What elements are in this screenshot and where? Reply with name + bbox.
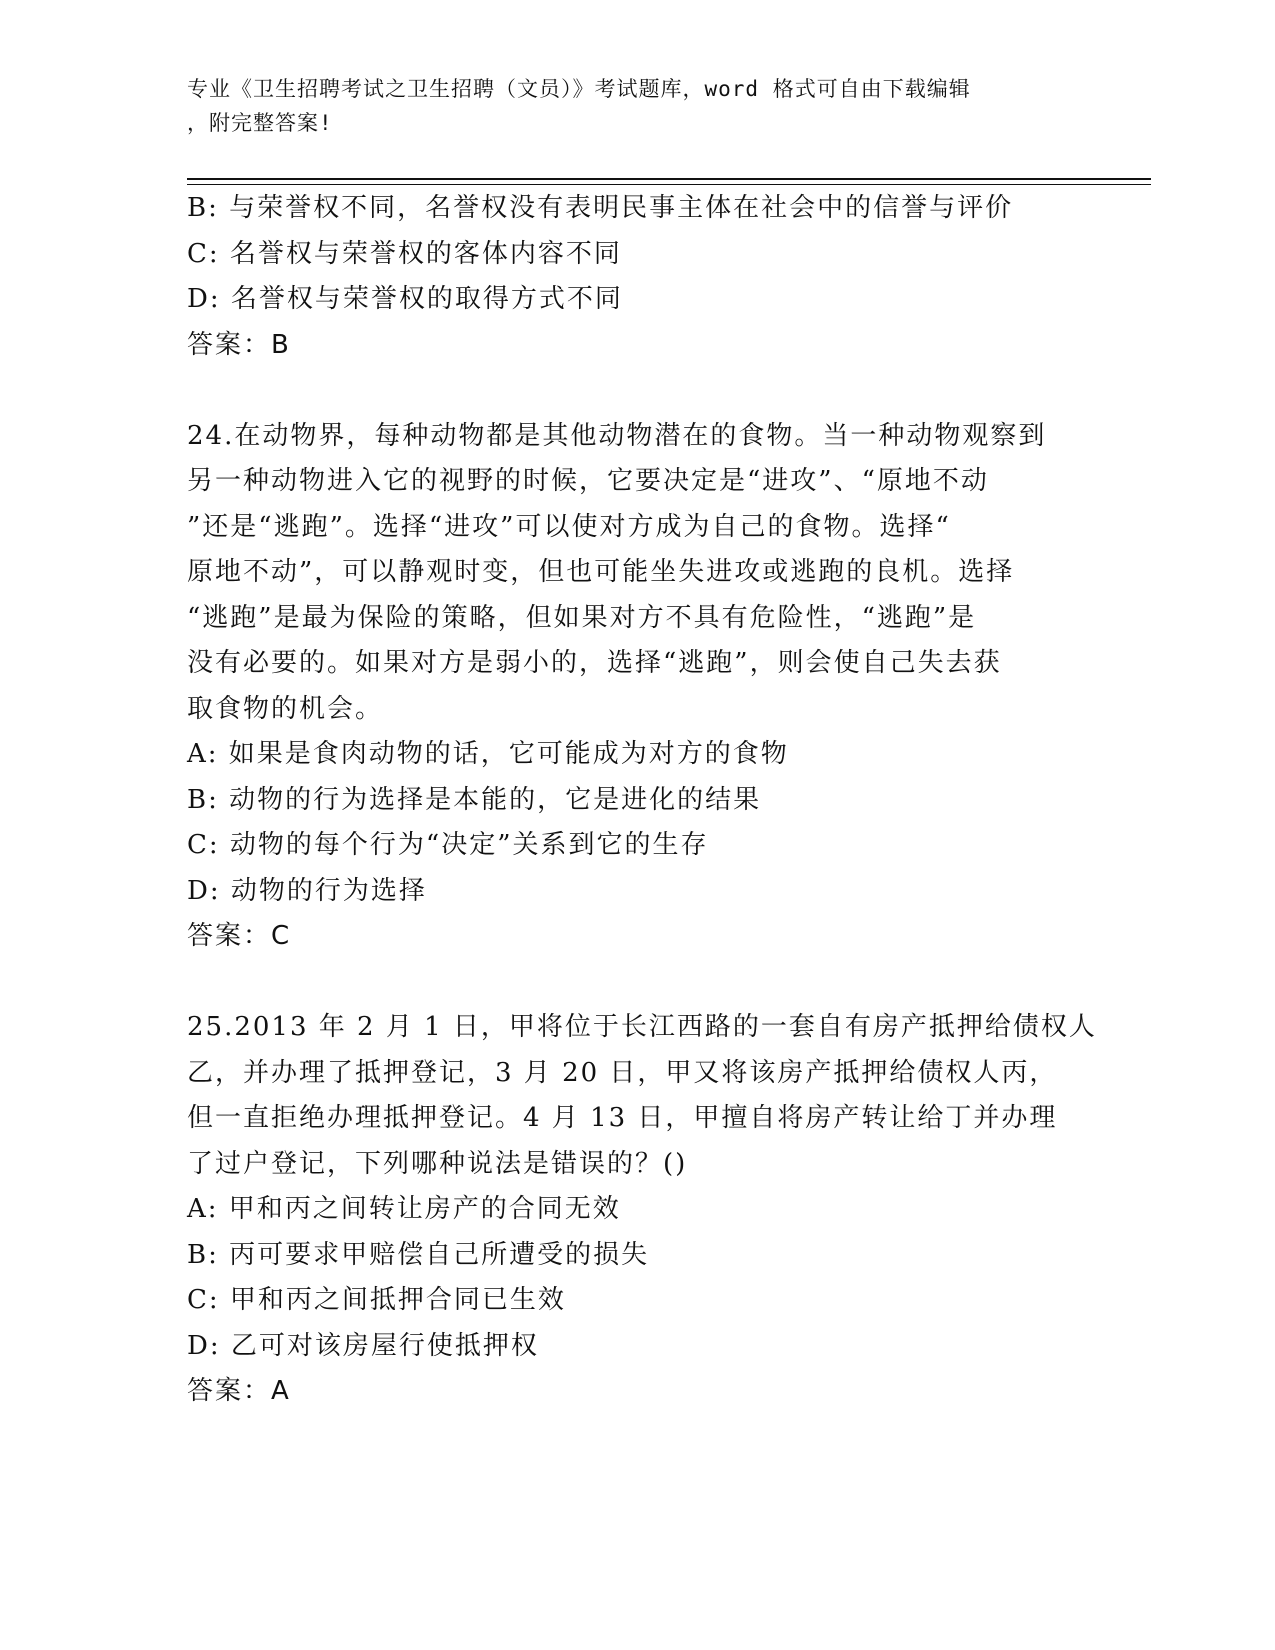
question-stem-line: 取食物的机会。	[187, 693, 384, 724]
option-c: C: 动物的每个行为“决定”关系到它的生存	[187, 830, 709, 860]
question-stem-line: 了过户登记，下列哪种说法是错误的？()	[187, 1148, 688, 1179]
question-23	[187, 186, 1077, 368]
question-stem-line: 另一种动物进入它的视野的时候，它要决定是“进攻”、“原地不动	[187, 466, 989, 496]
option-a: A: 甲和丙之间转让房产的合同无效	[187, 1194, 621, 1224]
option-c: C: 甲和丙之间抵押合同已生效	[187, 1285, 566, 1315]
question-stem-line: ”还是“逃跑”。选择“进攻”可以使对方成为自己的食物。选择“	[187, 511, 951, 542]
header-rule-thin	[187, 184, 1151, 185]
question-stem-line: 没有必要的。如果对方是弱小的，选择“逃跑”，则会使自己失去获	[187, 648, 1002, 678]
option-d: D: 名誉权与荣誉权的取得方式不同	[187, 284, 623, 314]
header-rule-thick	[187, 178, 1151, 180]
question-25	[187, 1005, 1097, 1415]
option-b: B: 与荣誉权不同，名誉权没有表明民事主体在社会中的信誉与评价	[187, 193, 1014, 223]
question-stem-line: 25.2013 年 2 月 1 日，甲将位于长江西路的一套自有房产抵押给债权人	[187, 1012, 1097, 1042]
document-body	[187, 186, 1097, 1415]
answer: 答案：A	[187, 1376, 291, 1406]
header-line-1: 专业《卫生招聘考试之卫生招聘（文员）》考试题库，word 格式可自由下载编辑	[187, 77, 971, 101]
option-d: D: 乙可对该房屋行使抵押权	[187, 1330, 539, 1361]
option-a: A: 如果是食肉动物的话，它可能成为对方的食物	[187, 739, 789, 769]
answer: 答案：B	[187, 329, 291, 360]
answer: 答案：C	[187, 921, 292, 951]
question-stem-line: 乙，并办理了抵押登记，3 月 20 日，甲又将该房产抵押给债权人丙，	[187, 1057, 1058, 1088]
option-d: D: 动物的行为选择	[187, 875, 427, 906]
question-stem-line: “逃跑”是最为保险的策略，但如果对方不具有危险性，“逃跑”是	[187, 602, 977, 633]
question-24	[187, 414, 1077, 960]
question-stem-line: 24.在动物界，每种动物都是其他动物潜在的食物。当一种动物观察到	[187, 420, 1047, 451]
question-stem-line: 但一直拒绝办理抵押登记。4 月 13 日，甲擅自将房产转让给丁并办理	[187, 1103, 1058, 1133]
header-line-2: ，附完整答案!	[187, 111, 333, 135]
option-b: B: 丙可要求甲赔偿自己所遭受的损失	[187, 1239, 650, 1270]
question-stem-line: 原地不动”，可以静观时变，但也可能坐失进攻或逃跑的良机。选择	[187, 557, 1015, 587]
option-c: C: 名誉权与荣誉权的客体内容不同	[187, 238, 622, 269]
option-b: B: 动物的行为选择是本能的，它是进化的结果	[187, 784, 762, 815]
document-header	[187, 72, 1067, 140]
